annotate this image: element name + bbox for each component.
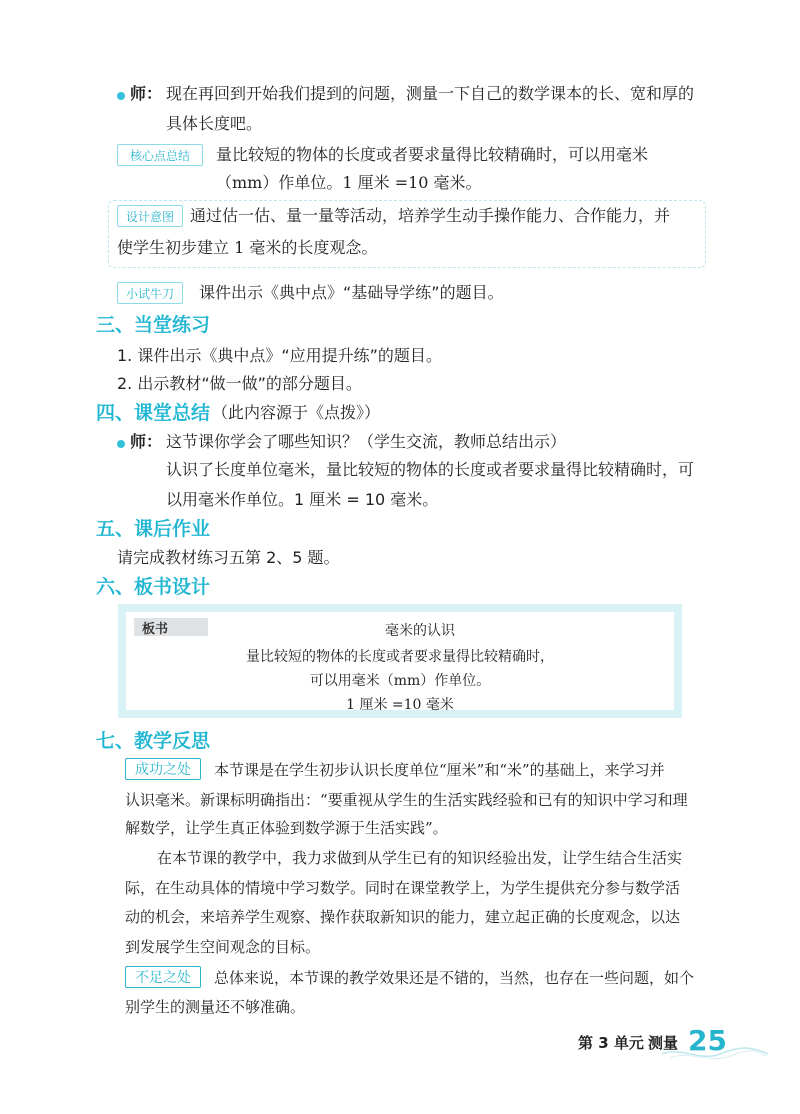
success-line-3: 解数学，让学生真正体验到数学源于生活实践”。 xyxy=(125,819,448,837)
footer-unit: 第 3 单元 xyxy=(578,1034,644,1052)
try-it-text: 课件出示《典中点》“基础导学练”的题目。 xyxy=(199,283,504,302)
section-5-title: 五、课后作业 xyxy=(96,518,211,540)
teacher-label: 师： xyxy=(130,432,163,451)
section-4-teacher-text: 这节课你学会了哪些知识？（学生交流，教师总结出示） xyxy=(166,432,567,451)
section-4-line-2: 以用毫米作单位。1 厘米 = 10 毫米。 xyxy=(166,490,439,509)
page-number: 25 xyxy=(688,1024,727,1057)
bullet-icon xyxy=(117,92,125,100)
bullet-icon xyxy=(117,440,125,448)
intro-line-2: 具体长度吧。 xyxy=(166,114,263,133)
section-3-title: 三、当堂练习 xyxy=(96,314,211,336)
board-line-1: 量比较短的物体的长度或者要求量得比较精确时， xyxy=(246,649,554,665)
design-intent-line-1: 通过估一估、量一量等活动，培养学生动手操作能力、合作能力，并 xyxy=(190,206,671,225)
board-line-3: 1 厘米 =10 毫米 xyxy=(346,697,454,713)
success-line-2: 认识毫米。新课标明确指出：“要重视从学生的生活实践经验和已有的知识中学习和理 xyxy=(125,791,688,809)
blackboard-design xyxy=(118,604,682,718)
teacher-label: 师： xyxy=(130,84,163,103)
footer-topic: 测量 xyxy=(648,1034,679,1052)
reflection-line-1: 在本节课的教学中，我力求做到从学生已有的知识经验出发，让学生结合生活实 xyxy=(157,849,683,867)
design-intent-tag: 设计意图 xyxy=(117,205,183,227)
core-summary-line-1: 量比较短的物体的长度或者要求量得比较精确时，可以用毫米 xyxy=(216,145,649,164)
success-line-1: 本节课是在学生初步认识长度单位“厘米”和“米”的基础上，来学习并 xyxy=(214,761,665,779)
section-3-item-2: 2. 出示教材“做一做”的部分题目。 xyxy=(117,374,362,393)
section-4-line-1: 认识了长度单位毫米，量比较短的物体的长度或者要求量得比较精确时，可 xyxy=(166,460,695,479)
board-title: 毫米的认识 xyxy=(385,623,455,639)
core-summary-line-2: （mm）作单位。1 厘米 =10 毫米。 xyxy=(216,173,482,192)
page-swirl-icon xyxy=(660,1044,770,1064)
design-intent-line-2: 使学生初步建立 1 毫米的长度观念。 xyxy=(117,238,378,257)
section-5-text: 请完成教材练习五第 2、5 题。 xyxy=(117,548,340,567)
section-7-title: 七、教学反思 xyxy=(96,730,211,752)
board-tab: 板书 xyxy=(134,618,208,636)
section-3-item-1: 1. 课件出示《典中点》“应用提升练”的题目。 xyxy=(117,346,442,365)
shortfall-tag: 不足之处 xyxy=(125,966,201,988)
section-4-title: 四、课堂总结 xyxy=(96,402,211,424)
success-tag: 成功之处 xyxy=(125,758,201,780)
reflection-line-2: 际，在生动具体的情境中学习数学。同时在课堂教学上，为学生提供充分参与数学活 xyxy=(125,879,681,897)
shortfall-line-2: 别学生的测量还不够准确。 xyxy=(125,998,306,1016)
section-6-title: 六、板书设计 xyxy=(96,576,211,598)
core-summary-tag: 核心点总结 xyxy=(117,144,203,166)
reflection-line-4: 到发展学生空间观念的目标。 xyxy=(125,938,321,956)
board-line-2: 可以用毫米（mm）作单位。 xyxy=(309,673,491,689)
shortfall-line-1: 总体来说，本节课的教学效果还是不错的，当然，也存在一些问题，如个 xyxy=(214,969,695,987)
intro-line-1: 现在再回到开始我们提到的问题，测量一下自己的数学课本的长、宽和厚的 xyxy=(166,84,695,103)
try-it-tag: 小试牛刀 xyxy=(117,282,183,304)
reflection-line-3: 动的机会，来培养学生观察、操作获取新知识的能力，建立起正确的长度观念，以达 xyxy=(125,908,681,926)
section-4-subtitle: （此内容源于《点拨》） xyxy=(212,403,381,422)
